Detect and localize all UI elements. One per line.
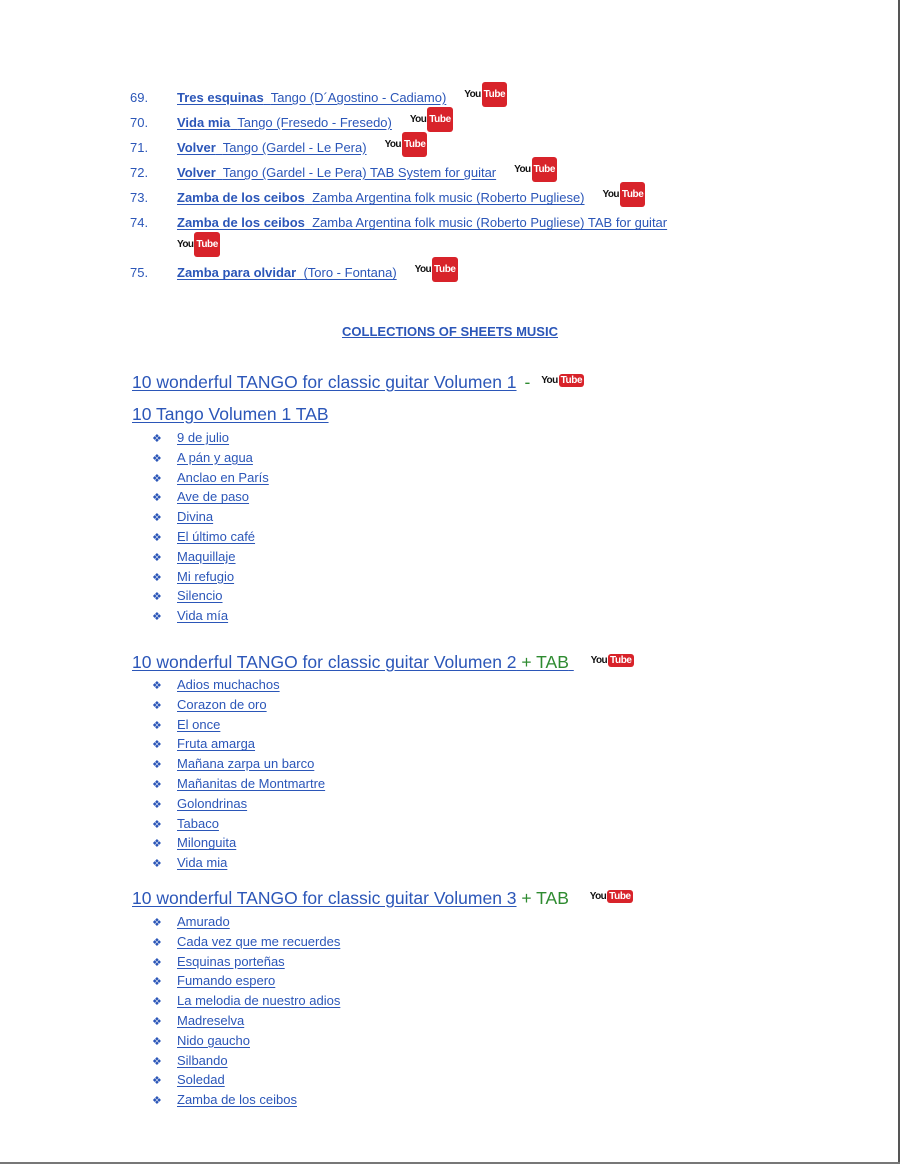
song-link[interactable]: Cada vez que me recuerdes [177, 933, 341, 949]
list-item [152, 833, 325, 853]
song-link[interactable]: Mañanitas de Montmartre [177, 775, 326, 791]
list-item [152, 971, 340, 991]
song-title: Volver [177, 140, 216, 156]
bullet-icon: ❖ [152, 472, 162, 485]
item-number: 69. [130, 90, 149, 105]
song-link[interactable]: Vida mia [177, 855, 228, 871]
song-link[interactable] [177, 265, 397, 280]
list-item [152, 1011, 340, 1031]
list-item [152, 547, 269, 567]
bullet-icon: ❖ [152, 551, 162, 564]
song-link[interactable]: Tabaco [177, 815, 219, 831]
song-link[interactable]: Nido gaucho [177, 1032, 250, 1048]
song-link[interactable]: Maquillaje [177, 548, 236, 564]
numbered-song-list [130, 86, 770, 286]
bullet-icon: ❖ [152, 858, 162, 871]
song-link[interactable]: La melodia de nuestro adios [177, 993, 341, 1009]
youtube-icon[interactable]: You Tube [410, 107, 453, 132]
item-number: 74. [130, 215, 149, 231]
vol2-link[interactable] [132, 652, 574, 672]
song-link[interactable] [177, 215, 667, 230]
song-description: Zamba Argentina folk music (Roberto Pugliese) [312, 190, 585, 206]
song-link[interactable]: Ave de paso [177, 489, 250, 505]
bullet-icon: ❖ [152, 917, 162, 929]
song-item-71 [130, 136, 770, 161]
song-link[interactable]: Fruta amarga [177, 736, 256, 752]
song-link[interactable]: El once [177, 716, 221, 732]
list-item [152, 586, 269, 606]
song-link[interactable]: Madreselva [177, 1012, 245, 1028]
list-item [152, 991, 340, 1011]
list-item [152, 774, 325, 794]
list-item [152, 734, 325, 754]
bullet-icon: ❖ [152, 433, 162, 445]
youtube-icon[interactable]: You Tube [464, 82, 507, 107]
vol1-tab-link[interactable]: 10 Tango Volumen 1 TAB [132, 404, 329, 424]
song-title: Volver [177, 165, 216, 181]
song-link[interactable] [177, 115, 392, 130]
song-link[interactable]: 9 de julio [177, 430, 230, 445]
song-link[interactable]: Zamba de los ceibos [177, 1092, 297, 1108]
song-link[interactable] [177, 90, 446, 105]
bullet-icon: ❖ [152, 936, 162, 949]
bullet-icon: ❖ [152, 492, 162, 505]
list-item [152, 952, 340, 972]
bullet-icon: ❖ [152, 1075, 162, 1088]
song-link[interactable]: Esquinas porteñas [177, 953, 285, 969]
song-item-70 [130, 111, 770, 136]
list-item [152, 606, 269, 626]
youtube-icon[interactable]: You Tube [177, 232, 220, 257]
song-link[interactable]: Golondrinas [177, 795, 248, 811]
song-description: (Toro - Fontana) [303, 265, 397, 281]
song-description: Tango (Gardel - Le Pera) TAB System for guitar [222, 165, 497, 181]
bullet-icon: ❖ [152, 452, 162, 465]
list-item [152, 527, 269, 547]
bullet-icon: ❖ [152, 759, 162, 772]
tab-label: + TAB [516, 888, 569, 908]
vol1-link[interactable]: 10 wonderful TANGO for classic guitar Volumen 1 [132, 372, 517, 392]
song-link[interactable]: Soledad [177, 1072, 225, 1088]
list-item [152, 932, 340, 952]
youtube-icon[interactable]: You Tube [541, 374, 583, 386]
youtube-icon[interactable]: You Tube [603, 182, 646, 207]
bullet-icon: ❖ [152, 996, 162, 1009]
item-number: 75. [130, 265, 149, 281]
song-link[interactable] [177, 165, 496, 180]
bullet-icon: ❖ [152, 1095, 162, 1108]
bullet-icon: ❖ [152, 1035, 162, 1048]
song-link[interactable]: Milonguita [177, 835, 237, 851]
list-item [152, 715, 325, 735]
list-item [152, 695, 325, 715]
song-link[interactable] [177, 190, 585, 205]
bullet-icon: ❖ [152, 739, 162, 752]
list-item [152, 794, 325, 814]
list-item [152, 675, 325, 695]
list-item [152, 1031, 340, 1051]
list-item [152, 912, 340, 932]
song-link[interactable]: Silencio [177, 588, 223, 604]
song-link[interactable]: El último café [177, 528, 256, 544]
bullet-icon: ❖ [152, 680, 162, 692]
dash-separator: - [524, 372, 531, 392]
vol1-tab-row [132, 404, 329, 425]
bullet-icon: ❖ [152, 1015, 162, 1028]
bullet-icon: ❖ [152, 611, 162, 624]
song-title: Tres esquinas [177, 90, 264, 105]
list-item [152, 468, 269, 488]
bullet-icon: ❖ [152, 512, 162, 525]
song-description: Tango (D´Agostino - Cadiamo) [270, 90, 447, 105]
song-description: Tango (Gardel - Le Pera) [222, 140, 367, 156]
bullet-icon: ❖ [152, 778, 162, 791]
song-item-75 [130, 261, 770, 286]
bullet-icon: ❖ [152, 699, 162, 712]
bullet-icon: ❖ [152, 719, 162, 732]
song-title: Zamba de los ceibos [177, 215, 305, 231]
list-item [152, 507, 269, 527]
bullet-icon: ❖ [152, 1055, 162, 1068]
vol3-title-row [132, 888, 633, 909]
list-item [152, 814, 325, 834]
item-number: 70. [130, 115, 149, 131]
bullet-icon: ❖ [152, 956, 162, 969]
song-description: Zamba Argentina folk music (Roberto Pugliese) TAB for guitar [312, 215, 668, 231]
song-link[interactable]: Vida mía [177, 608, 229, 624]
song-link[interactable]: Adios muchachos [177, 677, 280, 692]
song-link[interactable]: Fumando espero [177, 973, 276, 989]
list-item [152, 1090, 340, 1110]
vol1-song-list [152, 428, 269, 626]
song-description: Tango (Fresedo - Fresedo) [237, 115, 392, 131]
vol2-title: 10 wonderful TANGO for classic guitar Volumen 2 [132, 652, 517, 672]
bullet-icon: ❖ [152, 571, 162, 584]
song-link[interactable]: Mi refugio [177, 568, 235, 584]
collections-heading: COLLECTIONS OF SHEETS MUSIC [342, 324, 558, 339]
youtube-icon[interactable]: You Tube [590, 654, 632, 666]
song-title: Vida mia [177, 115, 231, 131]
vol2-song-list [152, 675, 325, 873]
song-link[interactable]: Mañana zarpa un barco [177, 756, 315, 772]
youtube-icon[interactable]: You Tube [514, 157, 557, 182]
list-item [152, 448, 269, 468]
vol1-title-row [132, 372, 584, 393]
youtube-icon[interactable]: You Tube [385, 132, 428, 157]
song-item-72 [130, 161, 770, 186]
song-link[interactable]: Corazon de oro [177, 696, 267, 712]
list-item [152, 487, 269, 507]
bullet-icon: ❖ [152, 838, 162, 851]
list-item [152, 428, 269, 448]
bullet-icon: ❖ [152, 591, 162, 604]
song-item-74 [130, 211, 770, 259]
vol3-link[interactable]: 10 wonderful TANGO for classic guitar Volumen 3 [132, 888, 517, 908]
song-link[interactable]: Divina [177, 509, 214, 525]
song-link[interactable]: A pán y agua [177, 449, 253, 465]
tab-label: + TAB [516, 652, 569, 672]
item-number: 73. [130, 190, 149, 206]
item-number: 71. [130, 140, 149, 156]
song-title: Zamba de los ceibos [177, 190, 305, 206]
song-link[interactable]: Amurado [177, 914, 230, 929]
list-item [152, 1051, 340, 1071]
list-item [152, 754, 325, 774]
youtube-icon[interactable]: You Tube [415, 257, 458, 282]
song-link[interactable] [177, 140, 367, 155]
list-item [152, 853, 325, 873]
list-item [152, 567, 269, 587]
bullet-icon: ❖ [152, 976, 162, 989]
vol3-song-list [152, 912, 340, 1110]
song-link[interactable]: Anclao en París [177, 469, 269, 485]
song-item-73 [130, 186, 770, 211]
item-number: 72. [130, 165, 149, 181]
bullet-icon: ❖ [152, 798, 162, 811]
song-title: Zamba para olvidar [177, 265, 297, 281]
song-link[interactable]: Silbando [177, 1052, 228, 1068]
bullet-icon: ❖ [152, 531, 162, 544]
bullet-icon: ❖ [152, 818, 162, 831]
list-item [152, 1070, 340, 1090]
vol2-title-row [132, 652, 634, 673]
youtube-icon[interactable]: You Tube [589, 890, 631, 902]
